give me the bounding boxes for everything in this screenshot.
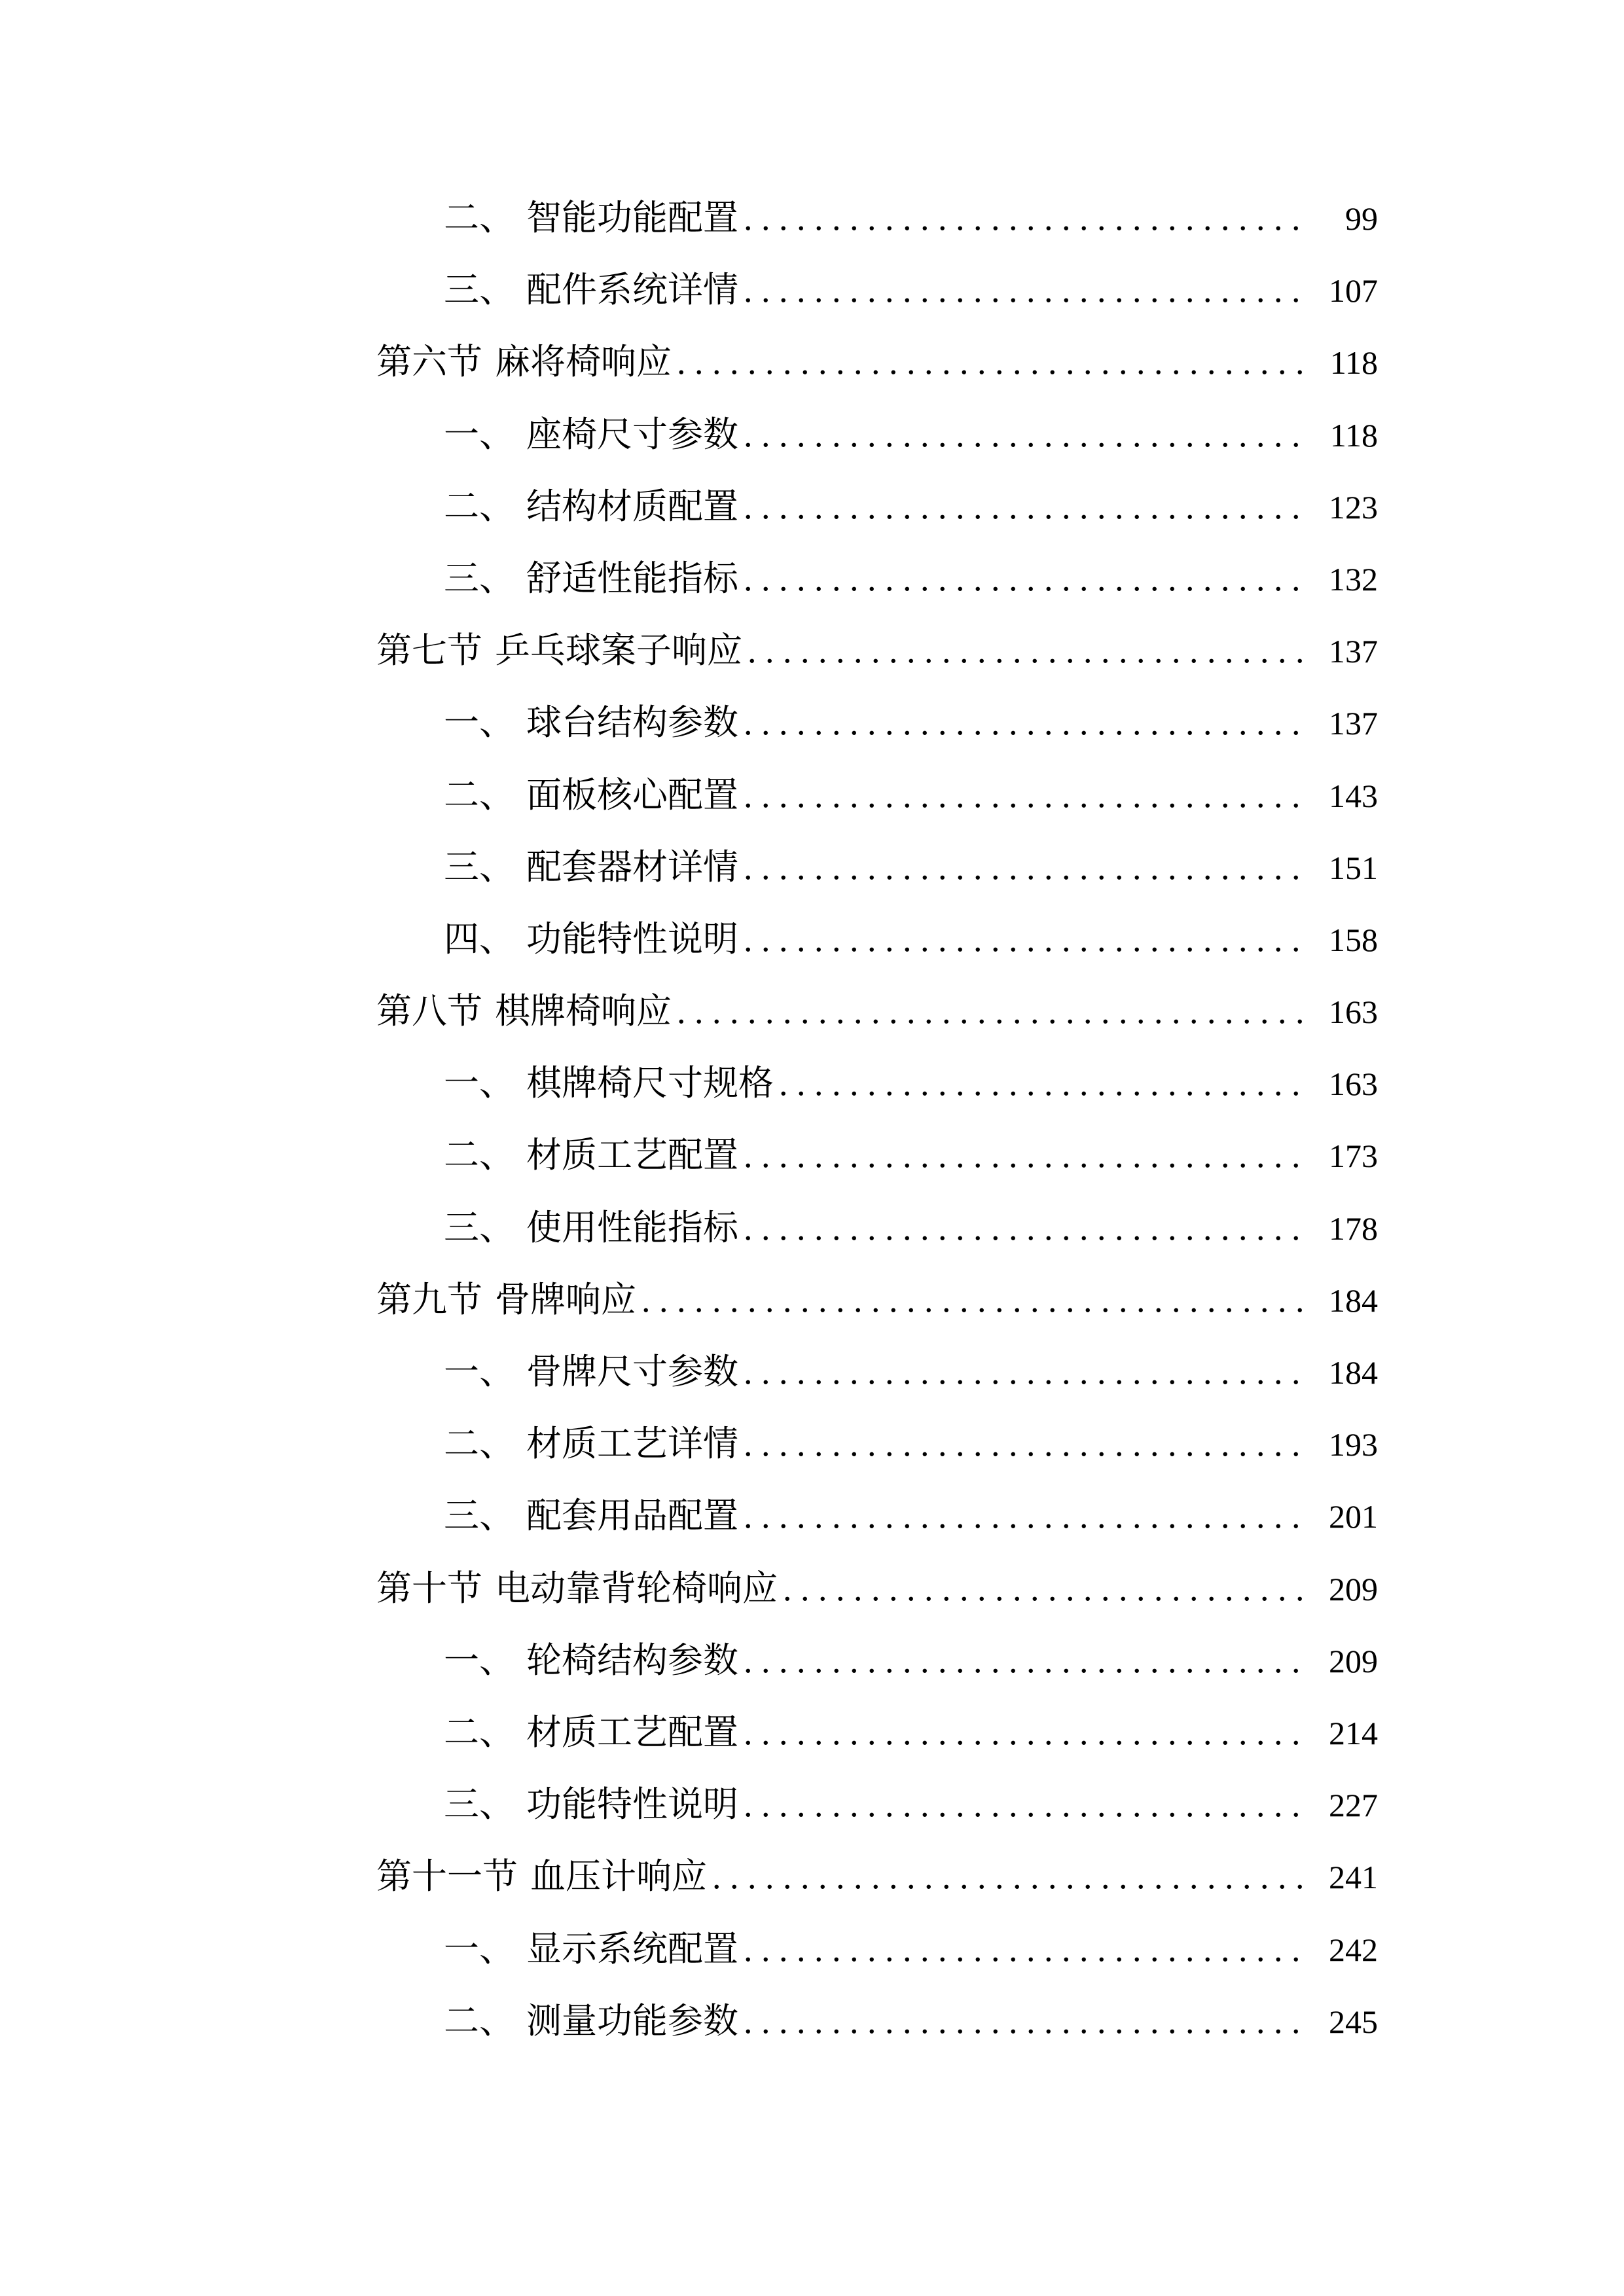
toc-entry-title: 显示系统配置 bbox=[526, 1929, 738, 1969]
toc-entry[interactable] bbox=[376, 1985, 1378, 2057]
toc-entry[interactable] bbox=[376, 1913, 1378, 1985]
toc-dot-leader bbox=[783, 1552, 1307, 1624]
toc-page-number: 137 bbox=[1329, 633, 1378, 670]
toc-entry-title: 骨牌响应 bbox=[495, 1280, 636, 1319]
toc-entry-number: 三、 bbox=[444, 1496, 514, 1536]
toc-entry-number: 第十一节 bbox=[376, 1857, 518, 1897]
toc-entry[interactable] bbox=[376, 1624, 1378, 1696]
toc-page-number: 209 bbox=[1329, 1570, 1378, 1607]
toc-entry-number: 一、 bbox=[444, 1640, 514, 1680]
toc-entry-number: 二、 bbox=[444, 2001, 514, 2041]
toc-entry-number: 三、 bbox=[444, 1785, 514, 1825]
toc-dot-leader bbox=[744, 1985, 1307, 2057]
toc-page-number: 163 bbox=[1329, 1066, 1378, 1103]
toc-entry[interactable] bbox=[376, 399, 1378, 471]
toc-dot-leader bbox=[744, 1768, 1307, 1840]
toc-entry-number: 一、 bbox=[444, 1064, 514, 1103]
toc-page-number: 201 bbox=[1329, 1498, 1378, 1535]
toc-dot-leader bbox=[744, 759, 1307, 831]
toc-entry-title: 材质工艺配置 bbox=[526, 1136, 738, 1175]
toc-entry-title: 功能特性说明 bbox=[526, 919, 738, 959]
toc-entry-number: 二、 bbox=[444, 1712, 514, 1752]
toc-entry-title: 座椅尺寸参数 bbox=[526, 414, 738, 454]
toc-entry[interactable] bbox=[376, 759, 1378, 831]
toc-entry[interactable] bbox=[376, 543, 1378, 615]
toc-entry-title: 棋牌椅尺寸规格 bbox=[526, 1064, 774, 1103]
toc-entry-number: 二、 bbox=[444, 486, 514, 526]
toc-page-number: 193 bbox=[1329, 1426, 1378, 1463]
toc-entry-number: 一、 bbox=[444, 703, 514, 743]
toc-entry[interactable] bbox=[376, 1840, 1378, 1912]
toc-entry-number: 二、 bbox=[444, 198, 514, 238]
toc-entry-title: 配套器材详情 bbox=[526, 847, 738, 887]
toc-entry-number: 四、 bbox=[444, 919, 514, 959]
toc-page-number: 118 bbox=[1329, 416, 1378, 454]
toc-entry-title: 电动靠背轮椅响应 bbox=[495, 1568, 778, 1608]
toc-page-number: 151 bbox=[1329, 849, 1378, 886]
toc-entry-title: 血压计响应 bbox=[530, 1857, 707, 1897]
toc-entry-title: 功能特性说明 bbox=[526, 1785, 738, 1825]
toc-entry-number: 一、 bbox=[444, 1929, 514, 1969]
toc-page-number: 118 bbox=[1329, 344, 1378, 382]
toc-dot-leader bbox=[744, 1913, 1307, 1985]
toc-entry[interactable] bbox=[376, 1768, 1378, 1840]
toc-entry[interactable] bbox=[376, 831, 1378, 903]
toc-page-number: 178 bbox=[1329, 1210, 1378, 1247]
toc-entry[interactable] bbox=[376, 1696, 1378, 1768]
toc-page-number: 158 bbox=[1329, 921, 1378, 958]
toc-entry-number: 三、 bbox=[444, 270, 514, 310]
toc-entry[interactable] bbox=[376, 1192, 1378, 1264]
toc-entry[interactable] bbox=[376, 1047, 1378, 1119]
toc-entry-title: 球台结构参数 bbox=[526, 703, 738, 743]
toc-entry[interactable] bbox=[376, 1119, 1378, 1191]
toc-page-number: 173 bbox=[1329, 1138, 1378, 1175]
toc-dot-leader bbox=[641, 1264, 1307, 1336]
toc-entry-title: 材质工艺配置 bbox=[526, 1712, 738, 1752]
toc-entry-number: 第十节 bbox=[376, 1568, 482, 1608]
toc-entry-number: 第八节 bbox=[376, 992, 482, 1031]
toc-entry[interactable] bbox=[376, 182, 1378, 254]
toc-entry-number: 二、 bbox=[444, 775, 514, 815]
toc-dot-leader bbox=[744, 182, 1307, 254]
toc-dot-leader bbox=[744, 1119, 1307, 1191]
toc-entry-number: 第六节 bbox=[376, 342, 482, 382]
toc-page-number: 132 bbox=[1329, 560, 1378, 598]
toc-dot-leader bbox=[677, 326, 1307, 398]
toc-page-number: 242 bbox=[1329, 1931, 1378, 1968]
toc-entry-title: 舒适性能指标 bbox=[526, 558, 738, 598]
toc-page-number: 241 bbox=[1329, 1859, 1378, 1896]
toc-entry-title: 棋牌椅响应 bbox=[495, 992, 672, 1031]
toc-dot-leader bbox=[744, 1192, 1307, 1264]
toc-entry-title: 配件系统详情 bbox=[526, 270, 738, 310]
toc-page-number: 107 bbox=[1329, 272, 1378, 310]
toc-entry-title: 使用性能指标 bbox=[526, 1208, 738, 1247]
toc-page-number: 184 bbox=[1329, 1282, 1378, 1319]
toc-dot-leader bbox=[744, 1696, 1307, 1768]
toc-entry-number: 三、 bbox=[444, 847, 514, 887]
toc-dot-leader bbox=[744, 1336, 1307, 1408]
toc-entry[interactable] bbox=[376, 903, 1378, 975]
toc-page-number: 99 bbox=[1345, 200, 1378, 237]
toc-entry[interactable] bbox=[376, 1408, 1378, 1480]
toc-page-number: 123 bbox=[1329, 488, 1378, 526]
toc-entry-title: 麻将椅响应 bbox=[495, 342, 672, 382]
toc-dot-leader bbox=[744, 831, 1307, 903]
toc-entry[interactable] bbox=[376, 1336, 1378, 1408]
toc-entry[interactable] bbox=[376, 687, 1378, 759]
toc-entry-title: 配套用品配置 bbox=[526, 1496, 738, 1536]
toc-entry[interactable] bbox=[376, 975, 1378, 1047]
toc-entry[interactable] bbox=[376, 471, 1378, 543]
toc-entry[interactable] bbox=[376, 1480, 1378, 1552]
toc-entry-number: 第九节 bbox=[376, 1280, 482, 1319]
toc-page-number: 143 bbox=[1329, 777, 1378, 814]
toc-dot-leader bbox=[712, 1840, 1307, 1912]
toc-entry-number: 第七节 bbox=[376, 631, 482, 671]
toc-page-number: 184 bbox=[1329, 1354, 1378, 1391]
toc-dot-leader bbox=[744, 687, 1307, 759]
toc-dot-leader bbox=[744, 1408, 1307, 1480]
toc-dot-leader bbox=[744, 254, 1307, 326]
toc-page-number: 209 bbox=[1329, 1642, 1378, 1679]
toc-dot-leader bbox=[744, 903, 1307, 975]
toc-entry-number: 一、 bbox=[444, 1352, 514, 1391]
toc-entry-title: 面板核心配置 bbox=[526, 775, 738, 815]
toc-dot-leader bbox=[744, 399, 1307, 471]
toc-entry[interactable] bbox=[376, 326, 1378, 398]
toc-entry[interactable] bbox=[376, 615, 1378, 687]
toc-dot-leader bbox=[779, 1047, 1307, 1119]
toc-entry-title: 骨牌尺寸参数 bbox=[526, 1352, 738, 1391]
toc-page-number: 227 bbox=[1329, 1787, 1378, 1824]
toc-page-number: 245 bbox=[1329, 2003, 1378, 2040]
toc-entry-title: 轮椅结构参数 bbox=[526, 1640, 738, 1680]
toc-entry-number: 二、 bbox=[444, 1424, 514, 1464]
toc-list bbox=[376, 182, 1378, 2057]
toc-entry[interactable] bbox=[376, 254, 1378, 326]
toc-entry-title: 测量功能参数 bbox=[526, 2001, 738, 2041]
toc-entry[interactable] bbox=[376, 1552, 1378, 1624]
toc-dot-leader bbox=[677, 975, 1307, 1047]
toc-page-number: 137 bbox=[1329, 705, 1378, 742]
toc-dot-leader bbox=[748, 615, 1307, 687]
toc-entry-number: 二、 bbox=[444, 1136, 514, 1175]
toc-dot-leader bbox=[744, 471, 1307, 543]
toc-dot-leader bbox=[744, 1624, 1307, 1696]
toc-dot-leader bbox=[744, 1480, 1307, 1552]
toc-entry-number: 三、 bbox=[444, 1208, 514, 1247]
toc-entry-number: 三、 bbox=[444, 558, 514, 598]
toc-entry-title: 结构材质配置 bbox=[526, 486, 738, 526]
toc-entry-title: 智能功能配置 bbox=[526, 198, 738, 238]
toc-entry-number: 一、 bbox=[444, 414, 514, 454]
toc-dot-leader bbox=[744, 543, 1307, 615]
toc-entry-title: 材质工艺详情 bbox=[526, 1424, 738, 1464]
toc-page-number: 214 bbox=[1329, 1714, 1378, 1751]
toc-page-number: 163 bbox=[1329, 994, 1378, 1031]
toc-entry-title: 乒乓球案子响应 bbox=[495, 631, 742, 671]
toc-entry[interactable] bbox=[376, 1264, 1378, 1336]
